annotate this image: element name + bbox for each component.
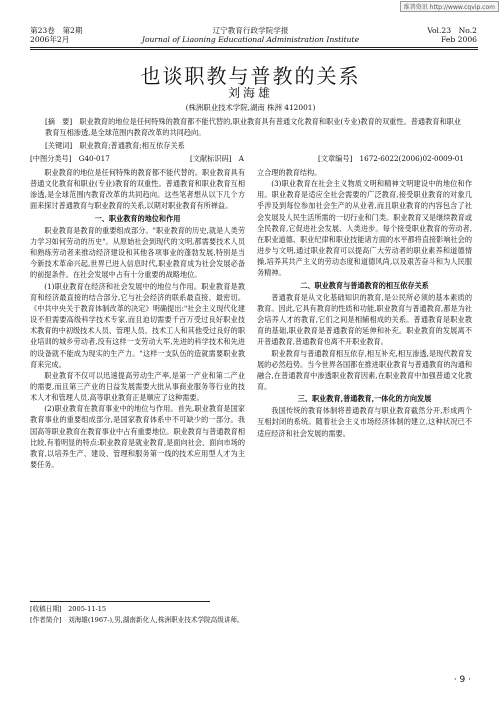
section-heading: 三、职业教育,普通教育,一体化的方向发展 <box>297 394 432 404</box>
issue-label: 第23卷 第2期 <box>30 26 83 35</box>
section-heading: 一、职业教育的地位和作用 <box>94 213 181 223</box>
header-rule <box>30 47 478 48</box>
header-center <box>0 26 501 44</box>
paragraph: 职业教育的地位是任何特殊的教育都不能代替的。职业教育具有普通文化教育和职业(专业)教育的双重性。普通教育和职业教育互相渗透,是全球范围内教育改革的共同趋向。这些笔者想从以下几个方面来探讨普通教育与职业教育的关系,以期对职业教育有所禅益。 <box>30 168 245 211</box>
footnote-rule <box>30 601 210 602</box>
journal-title-cn: 辽宁教育行政学院学报 <box>212 26 289 35</box>
paragraph: 职业教育与普通教育相互依存,相互补充,相互渗透,是现代教育发展的必然趋势。当今世界各国都在推进职业教育与普通教育的沟通和融合,在普通教育中渗透职业教育因素,在职业教育中加强普通文化教育。 <box>257 348 472 391</box>
watermark: 维普资讯 http://www.cqvip.com <box>400 1 499 12</box>
author-affiliation: (株洲职业技术学院,湖南 株洲 412001) <box>185 103 316 112</box>
classification-code: [中图分类号] G40-017 <box>30 154 110 163</box>
author-bio: [作者简介] 刘海雄(1967-),男,湖南新化人,株洲职业技术学院高级讲师。 <box>30 616 244 624</box>
paragraph: (3)职业教育在社会主义物质文明和精神文明建设中的地位和作用。职业教育是适应全社会需要的广泛教育,接受职业教育的对象几乎涉及到每位参加社会生产的从业者,而且职业教育的内容包含了社会发展及人民生活所需的一切行业和门类。职业教育又是继续教育或全民教育,它促进社会发展、人类进步。每个接受职业教育的劳动者,在职业道德、职业纪律和职业技能诸方面的水平都将直接影响社会的进步与文明,通过职业教育可以提高广大劳动者的职业素养和道德情操,培养其共产主义的劳动态度和道德风尚,以及艰苦奋斗和为人民服务精神。 <box>257 179 472 278</box>
journal-title-en: Journal of Liaoning Educational Administration Institute <box>141 35 360 44</box>
date-en-label: Feb 2006 <box>441 35 477 44</box>
volume-label: Vol.23 No.2 <box>427 26 477 35</box>
article-author: 刘海雄 <box>227 86 273 100</box>
paragraph: (1)职业教育在经济和社会发展中的地位与作用。职业教育是教育和经济最直接的结合部分,它与社会经济的联系最直接、最密切。《中共中央关于教育体制改革的决定》明确提出:"社会主义现代化建设不但需要高级科学技术专家,而且迫切需要千百万受过良好职业技术教育的中初级技术人员、管理人员、技术工人和其他受过良好的职业培训的城乡劳动者,没有这样一支劳动大军,先进的科学技术和先进的设备就不能成为现实的生产力。"这样一支队伍的造就需要职业教育来完成。 <box>30 281 245 369</box>
abstract: [摘 要] 职业教育的地位是任何特殊的教育都不能代替的,职业教育具有普通文化教育和职业(专业)教育的双重性。普通教育和职业教育互相渗透,是全球范围内教育改革的共同趋向。 <box>45 117 462 137</box>
paragraph: 职业教育是教育的重要组成部分。"职业教育的历史,就是人类劳力学习如何劳动的历史"。从原始社会到现代的文明,都需要技术人员和熟练劳动者来推动经济建设和其他各项事业的蓬勃发展,特别是当今新技术革命兴起,世界已进入信息时代,职业教育成为社会发展必备的前提条件。在社会发展中占有十分重要的战略地位。 <box>30 225 245 280</box>
document-code: [文献标识码] A <box>190 154 244 163</box>
section-heading: 二、职业教育与普通教育的相互依存关系 <box>300 280 429 290</box>
article-title: 也谈职教与普教的关系 <box>140 64 361 88</box>
received-date: [收稿日期] 2005-11-15 <box>30 605 107 613</box>
paragraph: 我国传统的教育体制将普通教育与职业教育截然分开,形成两个互相封闭的系统。随着社会主义市场经济体制的建立,这种状况已不适应经济和社会发展的需要。 <box>257 406 472 438</box>
keywords: [关键词] 职业教育;普通教育;相互依存关系 <box>45 141 185 150</box>
paragraph: 立合理的教育结构。 <box>257 168 322 177</box>
paragraph: (2)职业教育在教育事业中的地位与作用。首先,职业教育是国家教育事业的重要组成部分,是国家教育体系中不可缺少的一部分。我国高等职业教育在教育事业中占有重要地位。职业教育与普通教育相比较,有着明显的特点:职业教育是就业教育,是面向社会、面向市场的教育,以培养生产、建设、管理和服务第一线的技术应用型人才为主要任务。 <box>30 404 245 470</box>
header-right <box>427 26 477 44</box>
page-number: · 9 · <box>453 675 471 685</box>
left-column <box>30 167 245 597</box>
right-column <box>257 167 472 597</box>
header-rule-thin <box>30 49 478 50</box>
paragraph: 普通教育是从文化基础知识的教育,是公民所必须的基本素质的教育。因此,它具有教育的性质和功能,职业教育与普通教育,都是为社会培养人才的教育,它们之间是相辅相成的关系。普通教育是职业教育的基础,职业教育是普通教育的延伸和补充。职业教育的发展离不开普通教育,普通教育也离不开职业教育。 <box>257 292 472 347</box>
date-label: 2006年2月 <box>30 35 70 44</box>
article-number: [文章编号] 1672-6022(2006)02-0009-01 <box>318 154 464 163</box>
paragraph: 职业教育不仅可以迅速提高劳动生产率,是第一产业和第二产业的需要,而且第三产业的日益发展需要大批从事商业服务等行业的技术人才和管理人员,高等职业教育正是顺应了这种需要。 <box>30 370 245 403</box>
